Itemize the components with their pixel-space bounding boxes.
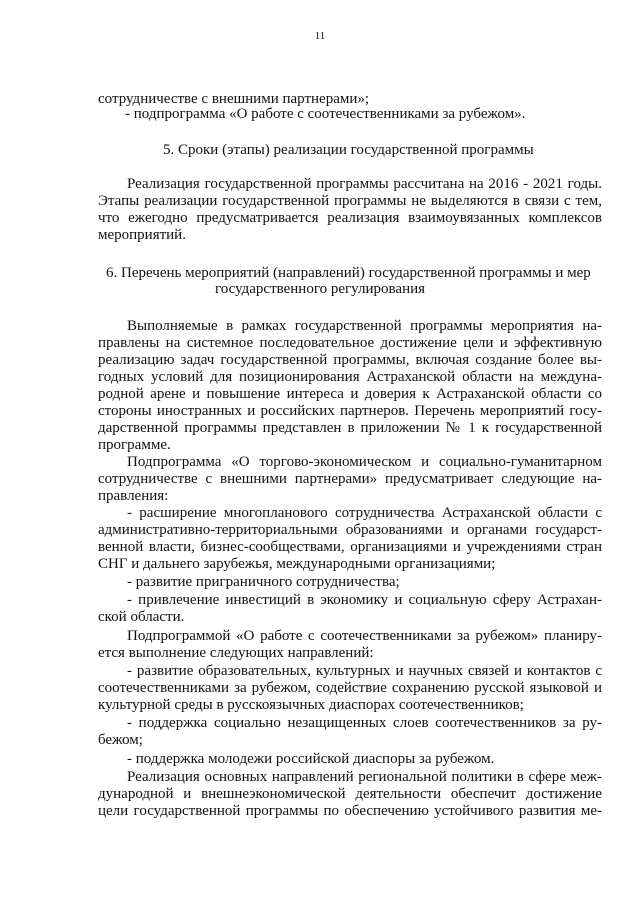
list-item: - развитие образовательных, культурных и научных связей и контактов с: [127, 663, 602, 679]
text-line: что ежегодно предусматривается реализация взаимоувязанных комплексов: [98, 210, 602, 226]
text-line: Выполняемые в рамках государственной программы мероприятия на-: [127, 318, 602, 334]
text-line: стороны иностранных и российских партнеров. Перечень мероприятий госу-: [98, 403, 602, 419]
text-line: годных условий для позиционирования Астраханской области на междуна-: [98, 369, 602, 385]
text-line: правлены на системное последовательное достижение цели и эффективную: [98, 335, 602, 351]
text-line: СНГ и дальнего зарубежья, международными организациями;: [98, 556, 496, 572]
text-line: венной власти, бизнес-сообществами, организациями и учреждениями стран: [98, 539, 602, 555]
text-line: Этапы реализации государственной программы не выделяются в связи с тем,: [98, 193, 602, 209]
text-line: Реализация государственной программы рассчитана на 2016 - 2021 годы.: [127, 176, 602, 192]
text-line: сотрудничестве с внешними партнерами» предусматривает следующие на-: [98, 471, 602, 487]
text-line: сотрудничестве с внешними партнерами»;: [98, 91, 370, 107]
text-line: родной арене и повышение интереса и доверия к Астраханской области со: [98, 386, 602, 402]
text-line: Подпрограммой «О работе с соотечественниками за рубежом» планиру-: [127, 628, 602, 644]
text-line: дународной и внешнеэкономической деятельности обеспечит достижение: [98, 786, 602, 802]
text-line: административно-территориальными образованиями и органами государст-: [98, 522, 602, 538]
text-line: ской области.: [98, 609, 185, 625]
list-item: - развитие приграничного сотрудничества;: [127, 574, 400, 590]
text-line: бежом;: [98, 732, 143, 748]
list-item: - поддержка молодежи российской диаспоры за рубежом.: [127, 751, 495, 767]
list-item: - привлечение инвестиций в экономику и социальную сферу Астрахан-: [127, 592, 602, 608]
text-line: соотечественниками за рубежом, содействие сохранению русской языковой и: [98, 680, 602, 696]
section-6-heading: 6. Перечень мероприятий (направлений) государственной программы и мер: [106, 265, 591, 281]
text-line: цели государственной программы по обеспечению устойчивого развития ме-: [98, 803, 602, 819]
section-6-heading: государственного регулирования: [214, 281, 426, 297]
text-line: - подпрограмма «О работе с соотечественниками за рубежом».: [125, 106, 526, 122]
text-line: Подпрограмма «О торгово-экономическом и социально-гуманитарном: [127, 454, 602, 470]
text-line: ется выполнение следующих направлений:: [98, 645, 374, 661]
text-line: дарственной программы представлен в приложении № 1 к государственной: [98, 420, 602, 436]
text-line: культурной среды в русскоязычных диаспорах соотечественников;: [98, 697, 524, 713]
page-number: 11: [314, 30, 326, 42]
text-line: мероприятий.: [98, 227, 186, 243]
list-item: - расширение многопланового сотрудничества Астраханской области с: [127, 505, 602, 521]
list-item: - поддержка социально незащищенных слоев соотечественников за ру-: [127, 715, 602, 731]
text-line: реализацию задач государственной программы, включая создание более вы-: [98, 352, 602, 368]
text-line: правления:: [98, 488, 169, 504]
text-line: программе.: [98, 437, 171, 453]
section-5-heading: 5. Сроки (этапы) реализации государственной программы: [163, 142, 534, 158]
text-line: Реализация основных направлений региональной политики в сфере меж-: [127, 769, 602, 785]
